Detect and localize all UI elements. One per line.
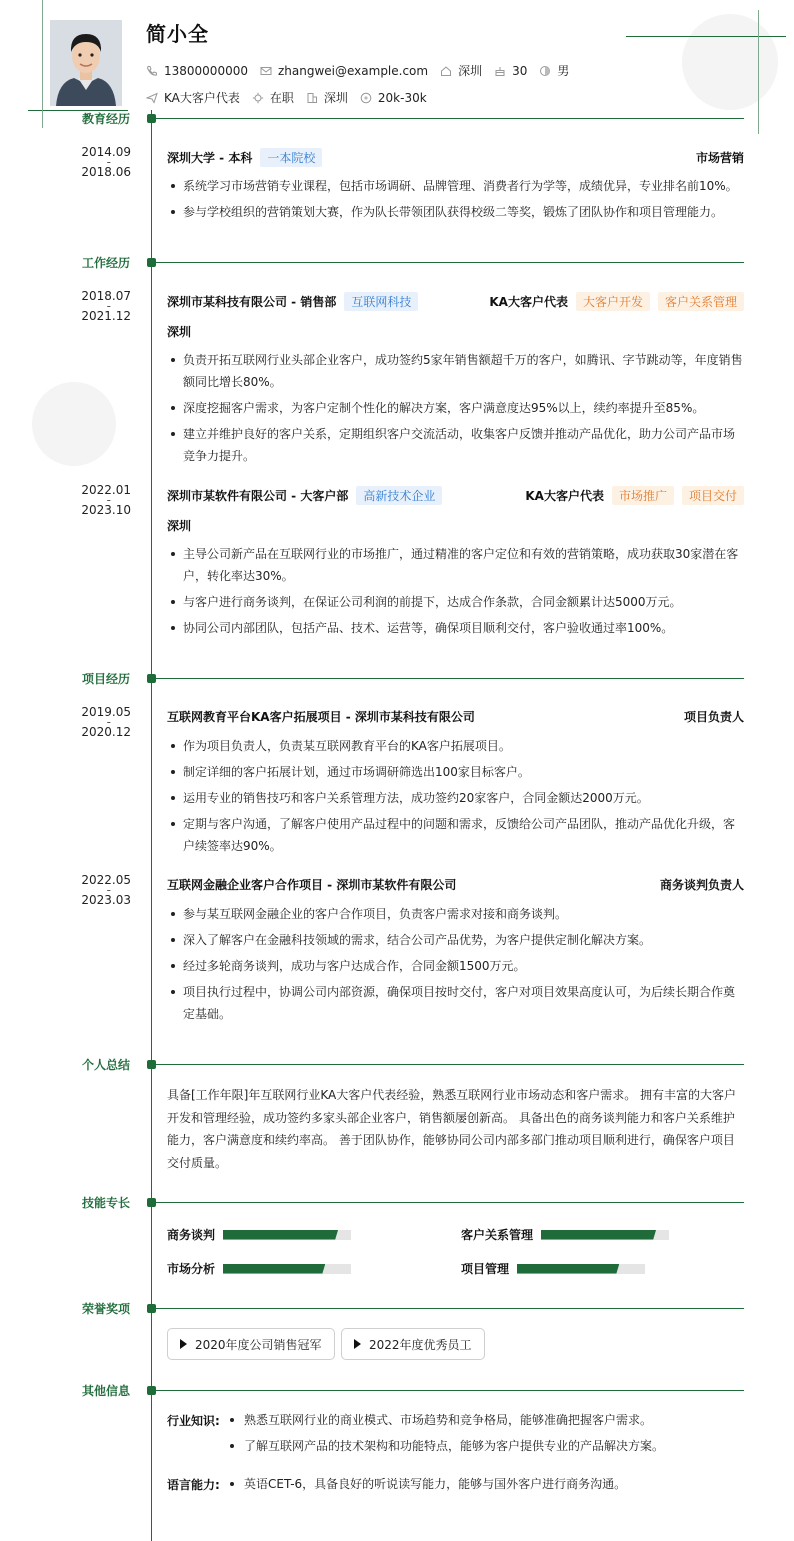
list-item: 深入了解客户在金融科技领域的需求，结合公司产品优势，为客户提供定制化解决方案。	[167, 929, 744, 951]
avatar	[50, 20, 122, 106]
job-title: KA大客户代表	[489, 295, 568, 309]
list-item: 熟悉互联网行业的商业模式、市场趋势和竞争格局，能够准确把握客户需求。	[229, 1412, 749, 1428]
project-entry-header	[167, 708, 744, 725]
skill-bar	[223, 1264, 351, 1274]
list-item: 项目执行过程中，协调公司内部资源，确保项目按时交付，客户对项目效果高度认可，为后续长期合作奠定基础。	[167, 981, 744, 1025]
industry-tag: 互联网科技	[344, 292, 418, 311]
status-icon	[252, 92, 264, 104]
skill-name: 商务谈判	[167, 1228, 216, 1242]
list-item: 主导公司新产品在互联网行业的市场推广，通过精准的客户定位和有效的营销策略，成功获取30家潜在客户，转化率达30%。	[167, 543, 744, 587]
date-range: 2022.01 - 2023.10	[81, 483, 131, 517]
timeline-axis	[151, 110, 152, 1541]
section-summary	[0, 1056, 794, 1072]
mail-icon	[260, 65, 272, 77]
section-divider	[156, 1202, 744, 1203]
list-item: 了解互联网产品的技术架构和功能特点，能够为客户提供专业的产品解决方案。	[229, 1438, 749, 1454]
company-name: 深圳市某科技有限公司 - 销售部	[167, 295, 337, 309]
industry-tag: 高新技术企业	[356, 486, 442, 505]
skill-tag: 大客户开发	[576, 292, 650, 311]
skill-item	[461, 1260, 645, 1277]
section-title: 荣誉奖项	[81, 1302, 130, 1316]
salary: 20k-30k	[360, 91, 427, 105]
phone: 13800000000	[146, 64, 248, 78]
list-item: 与客户进行商务谈判，在保证公司利润的前提下，达成合作条款，合同金额累计达5000万元。	[167, 591, 744, 613]
skill-tag: 项目交付	[682, 486, 744, 505]
project-bullets	[167, 735, 744, 861]
section-work	[0, 254, 794, 270]
skill-tag: 市场推广	[612, 486, 674, 505]
project-entry-header	[167, 876, 744, 893]
email: zhangwei@example.com	[260, 64, 428, 78]
list-item: 制定详细的客户拓展计划，通过市场调研筛选出100家目标客户。	[167, 761, 744, 783]
section-divider	[156, 1390, 744, 1391]
section-divider	[156, 262, 744, 263]
work-entry-header	[167, 292, 744, 311]
list-item: 深度挖掘客户需求，为客户定制个性化的解决方案，客户满意度达95%以上，续约率提升至85%。	[167, 397, 744, 419]
decor-line	[42, 0, 43, 128]
skill-item	[167, 1226, 351, 1243]
decor-circle-top	[682, 14, 778, 110]
section-marker	[147, 1198, 156, 1207]
award-badge: 2022年度优秀员工	[341, 1328, 485, 1360]
section-divider	[156, 118, 744, 119]
project-name: 互联网金融企业客户合作项目 - 深圳市某软件有限公司	[167, 878, 457, 892]
section-marker	[147, 1386, 156, 1395]
age: 30	[494, 64, 527, 78]
section-projects	[0, 670, 794, 686]
intent-row	[146, 89, 439, 106]
other-label: 语言能力:	[167, 1478, 220, 1492]
contact-row	[146, 62, 581, 79]
list-item: 作为项目负责人，负责某互联网教育平台的KA客户拓展项目。	[167, 735, 744, 757]
list-item: 参与学校组织的营销策划大赛，作为队长带领团队获得校级二等奖，锻炼了团队协作和项目管理能力。	[167, 201, 744, 223]
work-city: 深圳	[167, 325, 192, 339]
skill-level-fill	[223, 1264, 325, 1274]
section-marker	[147, 258, 156, 267]
skill-item	[461, 1226, 669, 1243]
section-title: 教育经历	[81, 112, 130, 126]
skill-name: 客户关系管理	[461, 1228, 534, 1242]
section-title: 技能专长	[81, 1196, 130, 1210]
other-list	[229, 1476, 749, 1502]
section-education	[0, 110, 794, 126]
play-icon	[354, 1339, 361, 1349]
section-title: 其他信息	[81, 1384, 130, 1398]
date-range: 2019.05 - 2020.12	[81, 705, 131, 739]
decor-circle-left	[32, 382, 116, 466]
work-city: 深圳	[167, 519, 192, 533]
summary-text: 具备[工作年限]年互联网行业KA大客户代表经验，熟悉互联网行业市场动态和客户需求。 拥有丰富的大客户开发和管理经验，成功签约多家头部企业客户，销售额屡创新高。 具备出色的商务谈判能力和客户关系维护能力，客户满意度和续约率高。 善于团队协作，能够协同公司内部多部门推动项目顺利进行，确保客户项目交付质量。	[167, 1088, 737, 1170]
section-divider	[156, 678, 744, 679]
list-item: 系统学习市场营销专业课程，包括市场调研、品牌管理、消费者行为学等，成绩优异，专业排名前10%。	[167, 175, 744, 197]
job-status: 在职	[252, 89, 294, 106]
job-title: KA大客户代表	[525, 489, 604, 503]
skill-name: 市场分析	[167, 1262, 216, 1276]
skill-item	[167, 1260, 351, 1277]
school-name: 深圳大学 - 本科	[167, 151, 253, 165]
other-label: 行业知识:	[167, 1414, 220, 1428]
list-item: 经过多轮商务谈判，成功与客户达成合作，合同金额1500万元。	[167, 955, 744, 977]
section-marker	[147, 114, 156, 123]
date-range: 2018.07 - 2021.12	[81, 289, 131, 323]
section-title: 项目经历	[81, 672, 130, 686]
work-entry-header	[167, 486, 744, 505]
major: 市场营销	[695, 151, 744, 165]
project-name: 互联网教育平台KA客户拓展项目 - 深圳市某科技有限公司	[167, 710, 475, 724]
send-icon	[146, 92, 158, 104]
list-item: 定期与客户沟通，了解客户使用产品过程中的问题和需求，反馈给公司产品团队，推动产品优化升级，客户续签率达90%。	[167, 813, 744, 857]
skill-tag: 客户关系管理	[658, 292, 744, 311]
education-bullets	[167, 175, 744, 227]
section-skills	[0, 1194, 794, 1210]
section-marker	[147, 1060, 156, 1069]
section-divider	[156, 1308, 744, 1309]
skill-bar	[517, 1264, 645, 1274]
list-item: 协同公司内部团队，包括产品、技术、运营等，确保项目顺利交付，客户验收通过率100%。	[167, 617, 744, 639]
list-item: 负责开拓互联网行业头部企业客户，成功签约5家年销售额超千万的客户，如腾讯、字节跳动等，年度销售额同比增长80%。	[167, 349, 744, 393]
gender-icon	[539, 65, 551, 77]
decor-line	[626, 36, 786, 37]
section-title: 工作经历	[81, 256, 130, 270]
skill-name: 项目管理	[461, 1262, 510, 1276]
award-badge: 2020年度公司销售冠军	[167, 1328, 335, 1360]
section-awards	[0, 1300, 794, 1316]
building-icon	[306, 92, 318, 104]
section-divider	[156, 1064, 744, 1065]
list-item: 英语CET-6，具备良好的听说读写能力，能够与国外客户进行商务沟通。	[229, 1476, 749, 1492]
date-range: 2014.09 - 2018.06	[81, 145, 131, 179]
city: 深圳	[440, 62, 482, 79]
money-icon	[360, 92, 372, 104]
education-entry-header	[167, 148, 744, 167]
section-marker	[147, 1304, 156, 1313]
section-title: 个人总结	[81, 1058, 130, 1072]
section-marker	[147, 674, 156, 683]
company-name: 深圳市某软件有限公司 - 大客户部	[167, 489, 349, 503]
skill-level-fill	[517, 1264, 619, 1274]
play-icon	[180, 1339, 187, 1349]
skill-level-fill	[541, 1230, 656, 1240]
school-tag: 一本院校	[260, 148, 322, 167]
target-role: KA大客户代表	[146, 89, 240, 106]
skill-bar	[223, 1230, 351, 1240]
list-item: 建立并维护良好的客户关系，定期组织客户交流活动，收集客户反馈并推动产品优化，助力公司产品市场竞争力提升。	[167, 423, 744, 467]
skill-bar	[541, 1230, 669, 1240]
home-icon	[440, 65, 452, 77]
project-bullets	[167, 903, 744, 1029]
phone-icon	[146, 65, 158, 77]
target-city: 深圳	[306, 89, 348, 106]
gender: 男	[539, 62, 569, 79]
project-role: 项目负责人	[683, 710, 744, 724]
project-role: 商务谈判负责人	[659, 878, 744, 892]
list-item: 运用专业的销售技巧和客户关系管理方法，成功签约20家客户，合同金额达2000万元。	[167, 787, 744, 809]
candidate-name: 简小全	[146, 22, 209, 46]
other-list	[229, 1412, 749, 1464]
list-item: 参与某互联网金融企业的客户合作项目，负责客户需求对接和商务谈判。	[167, 903, 744, 925]
work-bullets	[167, 543, 744, 643]
work-bullets	[167, 349, 744, 471]
skill-level-fill	[223, 1230, 338, 1240]
section-other	[0, 1382, 794, 1398]
date-range: 2022.05 - 2023.03	[81, 873, 131, 907]
cake-icon	[494, 65, 506, 77]
